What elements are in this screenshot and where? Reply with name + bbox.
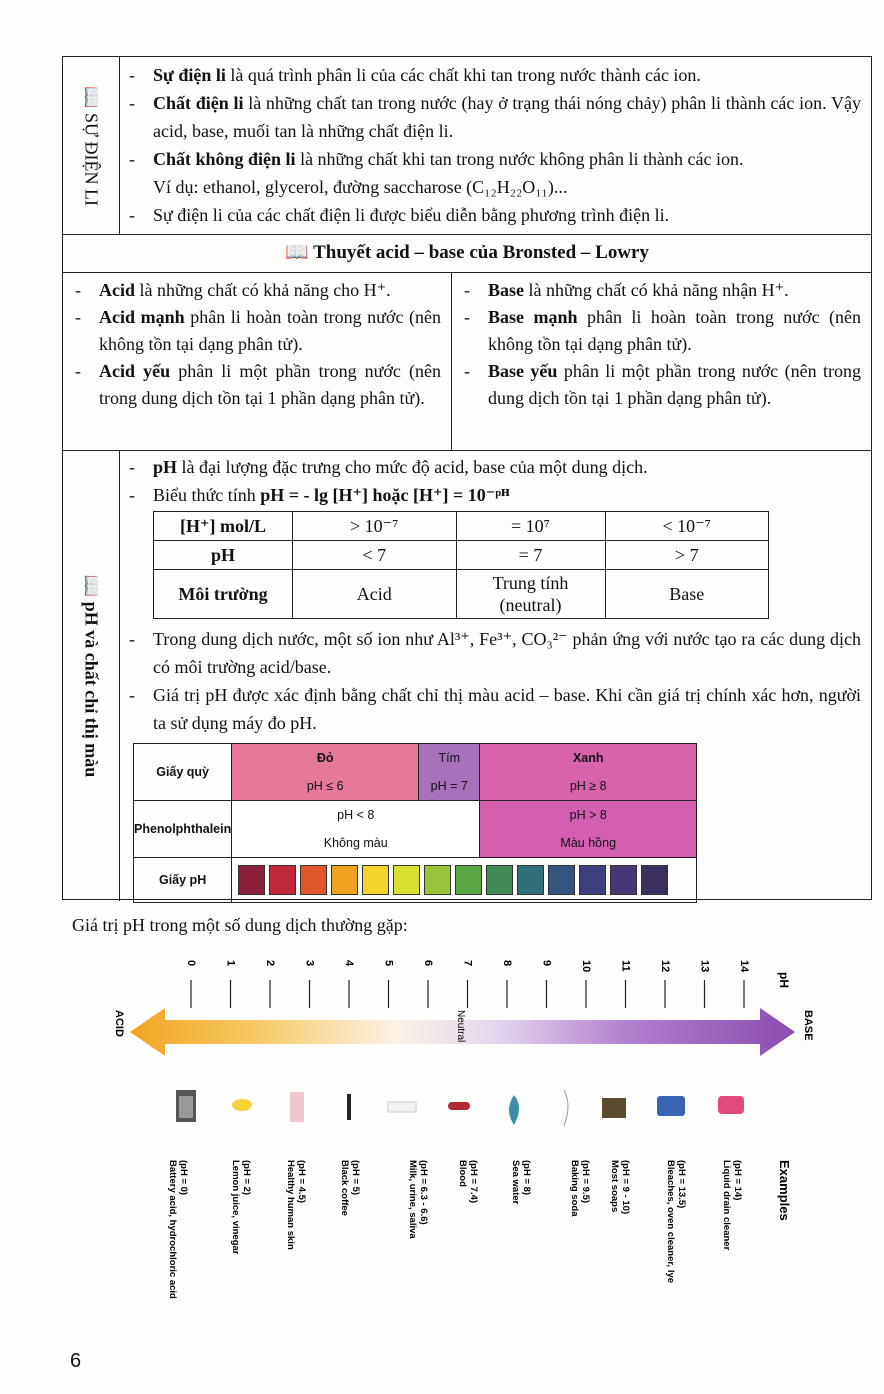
ph-swatch-10 (548, 865, 575, 895)
table-cell: > 10⁻⁷ (293, 512, 457, 541)
list-item: - Trong dung dịch nước, một số ion như Al³⁺, Fe³⁺, CO₃²⁻ phản ứng với nước tạo ra các dung dịch có môi trường acid/base. (127, 625, 861, 681)
example-ph: (pH = 5) (350, 1160, 361, 1196)
example-name: Baking soda (569, 1160, 580, 1217)
ph-tick-label: 7 (461, 960, 474, 967)
example-ph: (pH = 6.3 - 6.6) (418, 1160, 429, 1225)
example-name: Healthy human skin (285, 1160, 296, 1250)
example-ph: (pH = 2) (241, 1160, 252, 1196)
ph-content (127, 453, 861, 903)
phenol-colorless-cell: pH < 8 Không màu (232, 801, 480, 858)
ph-swatch-11 (579, 865, 606, 895)
acid-label: ACID (113, 1010, 125, 1037)
example-ph: (pH = 4.5) (296, 1160, 307, 1204)
section-title: 📖 Thuyết acid – base của Bronsted – Lowry (285, 242, 649, 263)
list-item: - Sự điện li của các chất điện li được biểu diễn bằng phương trình điện li. (127, 201, 861, 229)
wave-icon (509, 1095, 519, 1125)
list-item: - Giá trị pH được xác định bằng chất chỉ thị màu acid – base. Khi cần giá trị chính xác hơn, người ta sử dụng máy đo pH. (127, 681, 861, 737)
ph-swatch-0 (238, 865, 265, 895)
ph-swatch-2 (300, 865, 327, 895)
ph-tick-label: 5 (382, 960, 395, 967)
ph-swatch-1 (269, 865, 296, 895)
litmus-red-cell: Đỏ pH ≤ 6 (232, 744, 419, 801)
example-name: Liquid drain cleaner (721, 1160, 732, 1251)
ph-tick-label: 2 (264, 960, 276, 967)
example-ph: (pH = 0) (178, 1160, 189, 1196)
table-row (134, 858, 697, 903)
list-item: - Base yếu phân li một phần trong nước (nên trong dung dịch tồn tại 1 phần dạng phân tử). (462, 358, 861, 412)
ph-tick-label: 3 (303, 960, 316, 967)
litmus-label: Giấy quỳ (134, 744, 232, 801)
battery-icon-label (179, 1096, 193, 1118)
acid-column (63, 273, 452, 450)
base-column (452, 273, 871, 450)
ph-table (153, 511, 769, 619)
table-cell: Acid (293, 570, 457, 619)
ph-tick-label: 11 (619, 960, 632, 972)
example-name: Blood (457, 1160, 468, 1187)
baking-soda-icon (564, 1090, 568, 1126)
bleach-icon (657, 1096, 685, 1116)
ph-axis-ticks (185, 960, 750, 1008)
example-ph: (pH = 13.5) (676, 1160, 687, 1209)
side-label-ph: 📖 pH và chất chỉ thị màu (81, 574, 102, 778)
example-ph: (pH = 8) (521, 1160, 532, 1196)
list-item: - Biểu thức tính pH = - lg [H⁺] hoặc [H⁺] = 10⁻ᵖᴴ (127, 481, 861, 509)
list-item: - pH là đại lượng đặc trưng cho mức độ acid, base của một dung dịch. (127, 453, 861, 481)
side-label-dien-li: 📖 SỰ ĐIỆN LI (81, 85, 102, 206)
examples-labels (167, 1160, 743, 1299)
ph-paper-swatches (232, 858, 697, 903)
table-cell: = 7 (456, 541, 605, 570)
table-cell: Base (605, 570, 769, 619)
ph-tick-label: 12 (659, 960, 671, 973)
ph-swatch-3 (331, 865, 358, 895)
list-item: - Acid là những chất có khả năng cho H⁺. (73, 277, 441, 304)
ph-tick-label: 14 (738, 960, 750, 973)
milk-icon (388, 1102, 416, 1112)
examples-title: Examples (777, 1160, 792, 1221)
list-item: - Acid mạnh phân li hoàn toàn trong nước (nên không tồn tại dạng phân tử). (73, 304, 441, 358)
table-cell: pH (154, 541, 293, 570)
book-icon: 📖 (81, 85, 102, 108)
ph-axis-title: pH (777, 972, 791, 988)
page-number: 6 (70, 1350, 82, 1372)
lemon-icon (232, 1099, 252, 1111)
ph-tick-label: 1 (224, 960, 237, 967)
indicator-table (133, 743, 697, 903)
example-name: Most soaps (609, 1160, 620, 1213)
ph-swatch-6 (424, 865, 451, 895)
coffee-icon (347, 1094, 351, 1120)
list-item: - Base là những chất có khả năng nhận H⁺. (462, 277, 861, 304)
ph-swatch-5 (393, 865, 420, 895)
ph-tick-label: 8 (501, 960, 513, 967)
dien-li-list (127, 61, 861, 229)
example-name: Battery acid, hydrochloric acid (167, 1160, 178, 1299)
ph-scale-figure (100, 950, 820, 1310)
bronsted-title-row (63, 235, 871, 273)
ph-tick-label: 13 (698, 960, 711, 973)
table-row (134, 744, 697, 801)
table-cell: < 7 (293, 541, 457, 570)
ph-tick-label: 9 (540, 960, 553, 967)
table-row (154, 570, 769, 619)
table-row (154, 541, 769, 570)
list-item: - Sự điện li là quá trình phân li của các chất khi tan trong nước thành các ion. (127, 61, 861, 89)
table-cell: Trung tính (neutral) (456, 570, 605, 619)
ph-tick-label: 4 (343, 960, 355, 967)
table-cell: < 10⁻⁷ (605, 512, 769, 541)
example-ph: (pH = 9.5) (580, 1160, 591, 1204)
ph-swatch-12 (610, 865, 637, 895)
example-ph: (pH = 14) (732, 1160, 743, 1201)
list-item: - Base mạnh phân li hoàn toàn trong nước (nên không tồn tại dạng phân tử). (462, 304, 861, 358)
example-name: Sea water (510, 1160, 521, 1205)
side-label-box (63, 451, 120, 901)
ph-paper-label: Giấy pH (134, 858, 232, 903)
ph-swatch-7 (455, 865, 482, 895)
blood-icon (448, 1102, 470, 1110)
content-frame (62, 56, 872, 900)
table-cell: [H⁺] mol/L (154, 512, 293, 541)
neutral-label: Neutral (455, 1010, 466, 1043)
scale-caption: Giá trị pH trong một số dung dịch thường gặp: (72, 915, 408, 935)
example-ph: (pH = 7.4) (468, 1160, 479, 1204)
table-row (134, 801, 697, 858)
table-cell: Môi trường (154, 570, 293, 619)
soap-icon (602, 1098, 626, 1118)
base-label: BASE (802, 1010, 814, 1041)
section-ph (63, 451, 871, 901)
example-name: Black coffee (339, 1160, 350, 1216)
side-label-box (63, 57, 120, 234)
book-icon: 📖 (285, 242, 309, 263)
phenol-label: Phenolphthalein (134, 801, 232, 858)
ph-swatch-13 (641, 865, 668, 895)
litmus-blue-cell: Xanh pH ≥ 8 (480, 744, 697, 801)
example-name: Milk, urine, saliva (407, 1160, 418, 1239)
ph-swatch-4 (362, 865, 389, 895)
book-icon: 📖 (81, 574, 102, 598)
example-name: Lemon juice, vinegar (230, 1160, 241, 1255)
section-dien-li (63, 57, 871, 235)
list-item: - Chất điện li là những chất tan trong nước (hay ở trạng thái nóng chảy) phân li thành các ion. Vậy acid, base, muối tan là những chất điện li. (127, 89, 861, 145)
drain-cleaner-icon (718, 1096, 744, 1114)
ph-swatch-9 (517, 865, 544, 895)
list-item: - Acid yếu phân li một phần trong nước (nên trong dung dịch tồn tại 1 phần dạng phân tử). (73, 358, 441, 412)
acid-base-row (63, 273, 871, 451)
litmus-purple-cell: Tím pH = 7 (419, 744, 480, 801)
example-ph: (pH = 9 - 10) (620, 1160, 631, 1215)
example-icons (176, 1090, 744, 1126)
ph-tick-label: 10 (580, 960, 592, 973)
list-item: - Chất không điện li là những chất khi tan trong nước không phân li thành các ion. Ví dụ: ethanol, glycerol, đường saccharose (C₁₂H₂₂O₁₁)... (127, 145, 861, 201)
ph-tick-label: 6 (422, 960, 434, 967)
table-cell: = 10⁷ (456, 512, 605, 541)
example-name: Bleaches, oven cleaner, lye (665, 1160, 676, 1284)
ph-tick-label: 0 (185, 960, 197, 967)
skin-icon (290, 1092, 304, 1122)
phenol-pink-cell: pH > 8 Màu hồng (480, 801, 697, 858)
table-row (154, 512, 769, 541)
table-cell: > 7 (605, 541, 769, 570)
ph-swatch-8 (486, 865, 513, 895)
